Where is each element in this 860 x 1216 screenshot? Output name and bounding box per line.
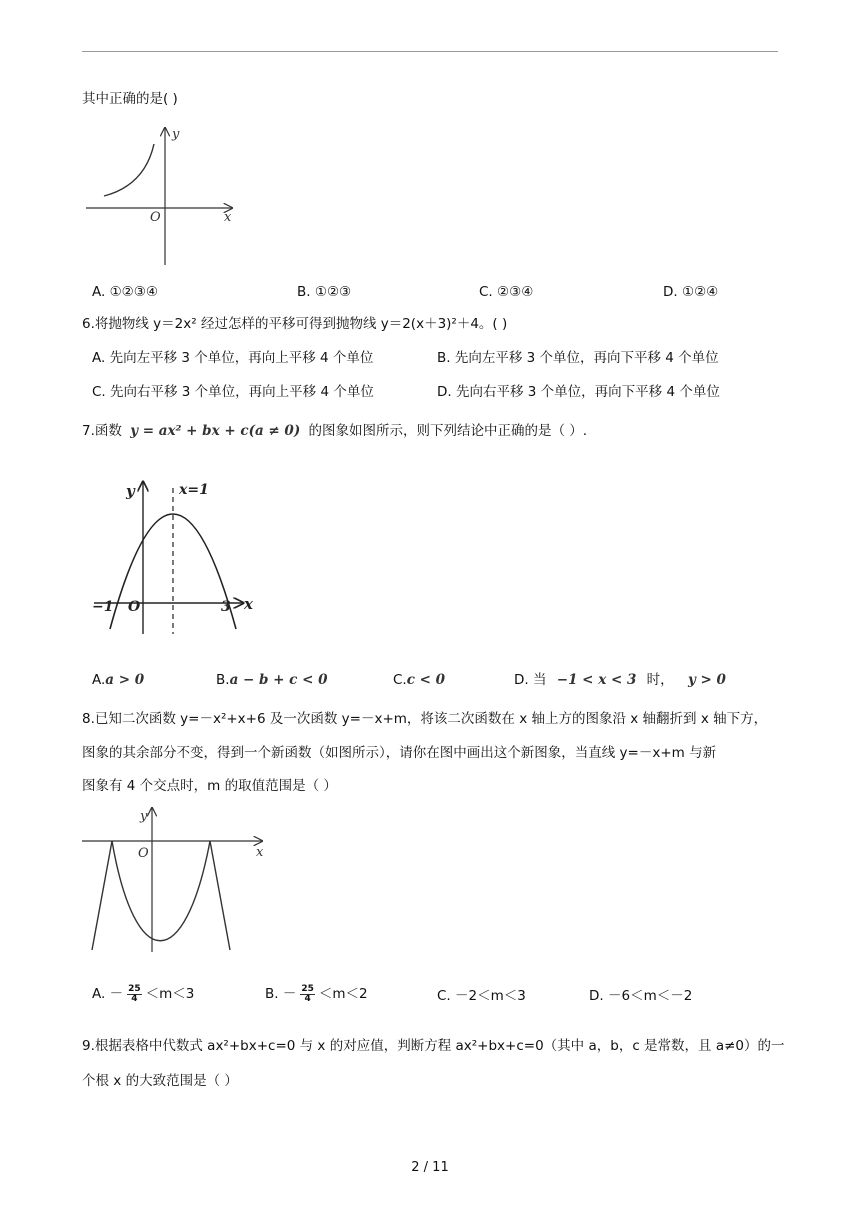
q7-option-d[interactable] [514, 670, 726, 690]
q5-option-c[interactable]: C. ②③④ [479, 284, 534, 300]
fraction-numerator: 25 [301, 983, 314, 994]
q6-option-d[interactable]: D. 先向右平移 3 个单位，再向下平移 4 个单位 [437, 384, 720, 400]
q8-option-d[interactable]: D. －6＜m＜－2 [589, 988, 693, 1004]
q5-option-b[interactable]: B. ①②③ [297, 284, 352, 300]
x-label: x [256, 845, 264, 860]
q5-stem: 其中正确的是( ) [82, 91, 178, 107]
option-prefix: D. 当 [514, 672, 547, 688]
x-label: x [224, 210, 232, 225]
option-math: a > 0 [105, 672, 145, 688]
q8-stem-line2: 图象的其余部分不变，得到一个新函数（如图所示），请你在图中画出这个新图象，当直线 y=－x+m 与新 [82, 745, 717, 761]
fraction [300, 985, 315, 1004]
q7-formula: y = ax² + bx + c(a ≠ 0) [130, 423, 301, 439]
q8-graph [80, 804, 270, 954]
q5-option-a[interactable]: A. ①②③④ [92, 284, 158, 300]
option-mid: 时， [646, 672, 674, 688]
right-root-label: 3 [221, 599, 231, 615]
option-letter: C. [393, 672, 407, 688]
q7-stem [82, 421, 587, 441]
origin-label: O [128, 599, 141, 615]
origin-label: O [150, 210, 161, 225]
q9-stem-line1: 9.根据表格中代数式 ax²+bx+c=0 与 x 的对应值，判断方程 ax²+bx+c=0（其中 a，b，c 是常数，且 a≠0）的一 [82, 1038, 785, 1054]
q6-stem: 6.将抛物线 y＝2x² 经过怎样的平移可得到抛物线 y＝2(x＋3)²＋4。( ) [82, 316, 508, 332]
q5-graph [82, 120, 252, 270]
q7-option-b[interactable] [216, 670, 328, 690]
option-math-result: y > 0 [687, 672, 726, 688]
curve [104, 144, 154, 196]
q8-option-b[interactable] [265, 984, 368, 1004]
q7-option-c[interactable] [393, 670, 445, 690]
option-math: c < 0 [406, 672, 446, 688]
flipped-parabola [112, 841, 210, 941]
option-letter: B. [216, 672, 230, 688]
header-rule [82, 51, 778, 52]
option-prefix: A. － [92, 986, 124, 1002]
y-label: y [172, 127, 180, 142]
q6-option-b[interactable]: B. 先向左平移 3 个单位，再向下平移 4 个单位 [437, 350, 719, 366]
fraction-denominator: 4 [131, 993, 138, 1004]
fraction-denominator: 4 [304, 993, 311, 1004]
q8-stem-line3: 图象有 4 个交点时，m 的取值范围是（ ） [82, 778, 337, 794]
q7-option-a[interactable] [92, 670, 144, 690]
q8-option-a[interactable] [92, 984, 194, 1004]
x-label: x [244, 595, 253, 613]
fraction-numerator: 25 [128, 983, 141, 994]
option-math: a − b + c < 0 [229, 672, 328, 688]
option-suffix: ＜m＜2 [318, 986, 368, 1002]
option-math-range: −1 < x < 3 [556, 672, 637, 688]
q9-stem-line2: 个根 x 的大致范围是（ ） [82, 1073, 238, 1089]
option-letter: A. [92, 672, 106, 688]
y-label: y [140, 809, 148, 824]
q7-stem-suffix: 的图象如图所示，则下列结论中正确的是（ ）. [308, 423, 588, 439]
q6-option-c[interactable]: C. 先向右平移 3 个单位，再向上平移 4 个单位 [92, 384, 374, 400]
q7-graph [88, 474, 268, 639]
q7-stem-prefix: 7.函数 [82, 423, 122, 439]
q6-option-a[interactable]: A. 先向左平移 3 个单位，再向上平移 4 个单位 [92, 350, 374, 366]
left-branch [92, 841, 112, 950]
axis-of-symmetry-label: x=1 [179, 482, 209, 498]
option-prefix: B. － [265, 986, 297, 1002]
page-indicator: 2 / 11 [411, 1160, 449, 1175]
y-label: y [126, 482, 135, 500]
option-suffix: ＜m＜3 [145, 986, 195, 1002]
right-branch [210, 841, 230, 950]
left-root-label: −1 [92, 599, 114, 615]
q5-option-d[interactable]: D. ①②④ [663, 284, 719, 300]
fraction [127, 985, 142, 1004]
q8-stem-line1: 8.已知二次函数 y=－x²+x+6 及一次函数 y=－x+m，将该二次函数在 x 轴上方的图象沿 x 轴翻折到 x 轴下方， [82, 711, 768, 727]
origin-label: O [138, 846, 149, 861]
q8-option-c[interactable]: C. －2＜m＜3 [437, 988, 526, 1004]
